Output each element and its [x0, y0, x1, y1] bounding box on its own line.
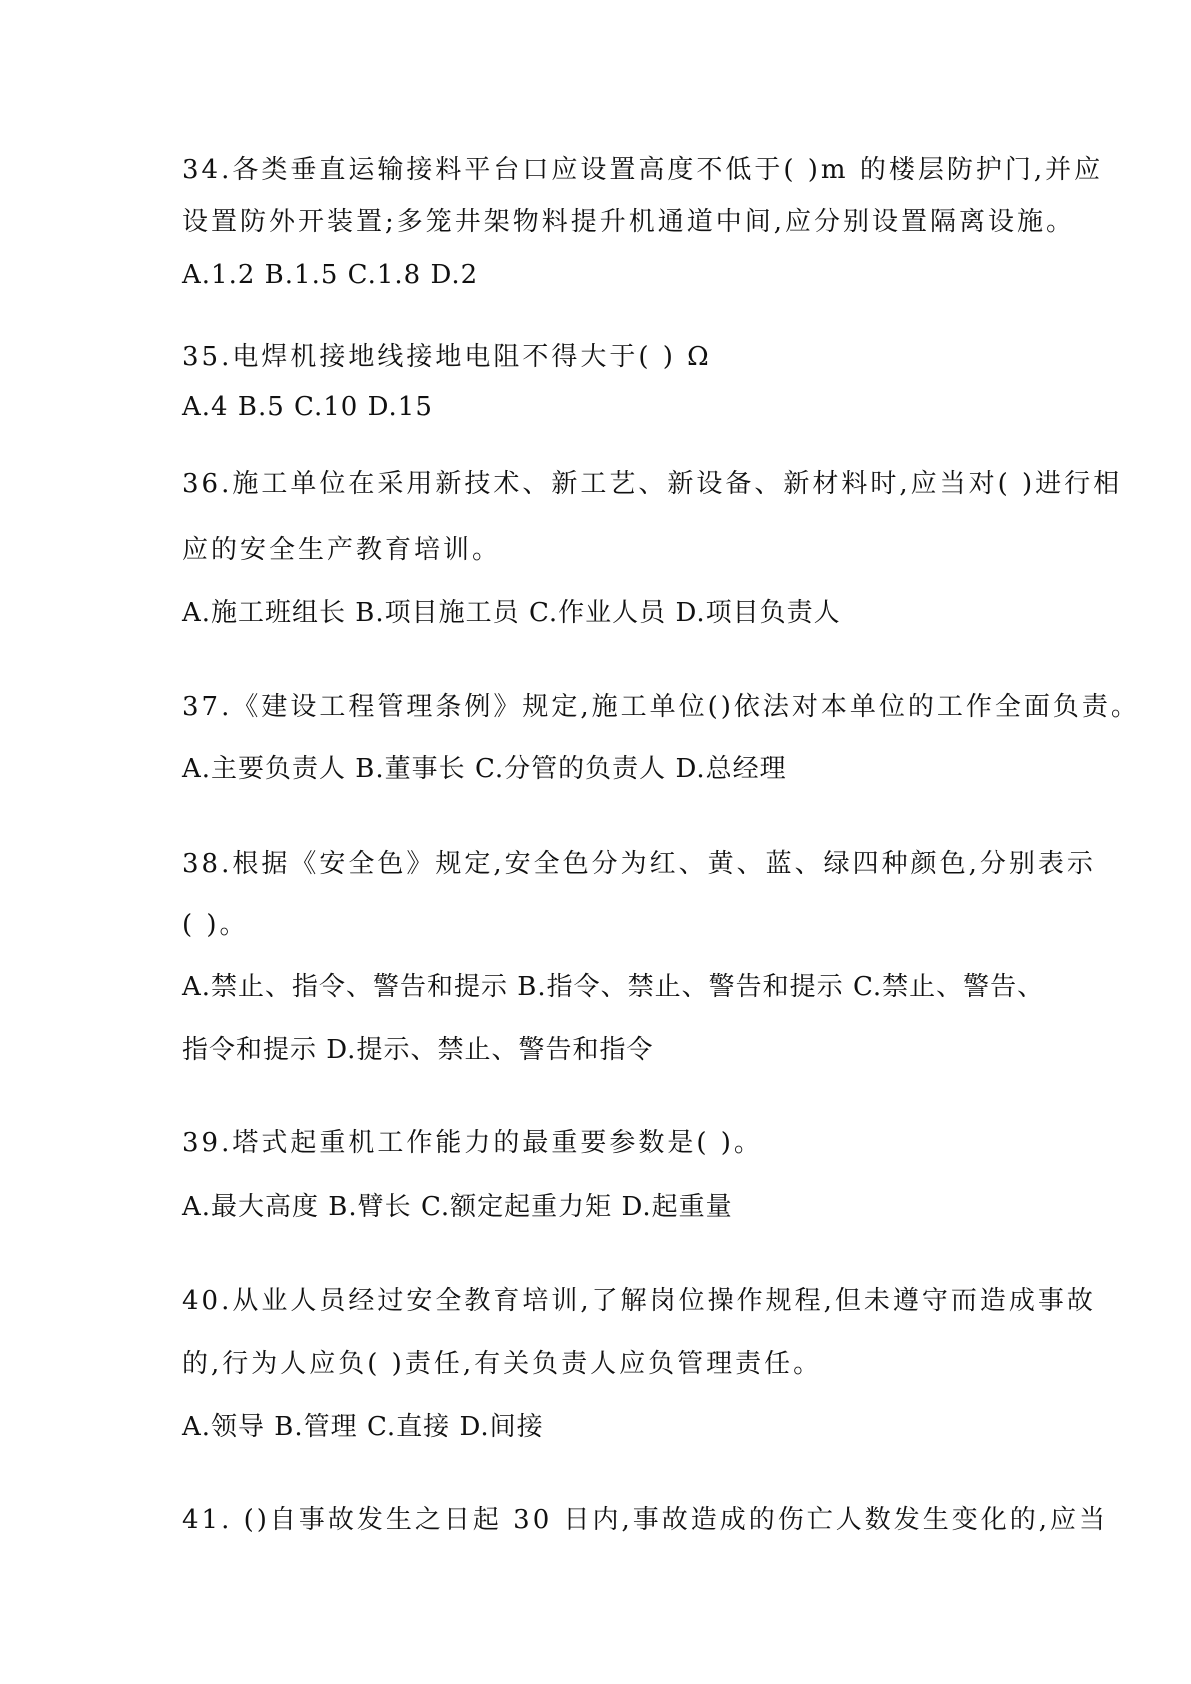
question-35-options: A.4 B.5 C.10 D.15 — [182, 392, 433, 422]
question-36-stem-line-2: 应的安全生产教育培训。 — [182, 535, 502, 565]
question-34-stem-line-1: 34.各类垂直运输接料平台口应设置高度不低于( )m 的楼层防护门,并应 — [182, 155, 1104, 185]
question-39-stem-line-1: 39.塔式起重机工作能力的最重要参数是( )。 — [182, 1128, 763, 1158]
question-37-options: A.主要负责人 B.董事长 C.分管的负责人 D.总经理 — [182, 754, 787, 784]
question-35-stem-line-1: 35.电焊机接地线接地电阻不得大于( ) Ω — [182, 342, 712, 372]
question-34-stem-line-2: 设置防外开装置;多笼井架物料提升机通道中间,应分别设置隔离设施。 — [182, 207, 1076, 237]
question-36-stem-line-1: 36.施工单位在采用新技术、新工艺、新设备、新材料时,应当对( )进行相 — [182, 469, 1123, 499]
question-38-options-line-2: 指令和提示 D.提示、禁止、警告和指令 — [182, 1035, 654, 1065]
question-40-options: A.领导 B.管理 C.直接 D.间接 — [182, 1412, 544, 1442]
question-40-stem-line-2: 的,行为人应负( )责任,有关负责人应负管理责任。 — [182, 1349, 823, 1379]
question-34-options: A.1.2 B.1.5 C.1.8 D.2 — [182, 260, 479, 290]
question-38-stem-line-1: 38.根据《安全色》规定,安全色分为红、黄、蓝、绿四种颜色,分别表示 — [182, 849, 1096, 879]
question-41-stem-line-1: 41. ()自事故发生之日起 30 日内,事故造成的伤亡人数发生变化的,应当 — [182, 1505, 1109, 1535]
question-39-options: A.最大高度 B.臂长 C.额定起重力矩 D.起重量 — [182, 1192, 733, 1222]
question-38-stem-line-2: ( )。 — [182, 910, 249, 940]
question-36-options: A.施工班组长 B.项目施工员 C.作业人员 D.项目负责人 — [182, 598, 841, 628]
question-38-options-line-1: A.禁止、指令、警告和提示 B.指令、禁止、警告和提示 C.禁止、警告、 — [182, 972, 1045, 1002]
question-40-stem-line-1: 40.从业人员经过安全教育培训,了解岗位操作规程,但未遵守而造成事故 — [182, 1286, 1096, 1316]
question-37-stem-line-1: 37.《建设工程管理条例》规定,施工单位()依法对本单位的工作全面负责。 — [182, 692, 1140, 722]
